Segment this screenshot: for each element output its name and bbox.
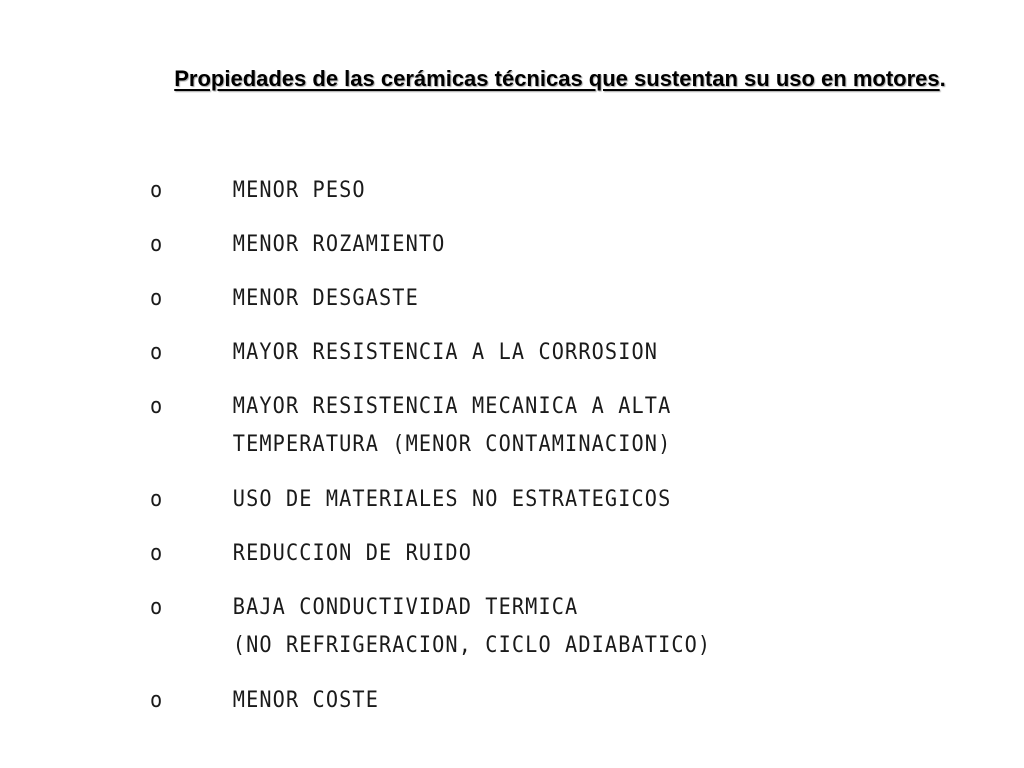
list-item-line: (NO REFRIGERACION, CICLO ADIABATICO) bbox=[232, 633, 712, 658]
list-item-line: MENOR DESGASTE bbox=[232, 286, 419, 311]
list-item-line: MENOR PESO bbox=[232, 178, 366, 203]
list-item-text bbox=[233, 226, 446, 264]
bullet-marker: o bbox=[150, 688, 164, 713]
list-item-text bbox=[233, 280, 419, 318]
list-item-text bbox=[233, 172, 366, 210]
list-item-text bbox=[233, 481, 672, 519]
list-item-text bbox=[233, 589, 711, 665]
list-item-line: MAYOR RESISTENCIA MECANICA A ALTA bbox=[232, 394, 672, 419]
list-item-line: MENOR ROZAMIENTO bbox=[232, 232, 446, 257]
list-item-text bbox=[233, 682, 379, 720]
list-item-text bbox=[233, 388, 672, 464]
bullet-marker: o bbox=[150, 595, 164, 620]
bullet-marker: o bbox=[150, 487, 164, 512]
list-item-line: USO DE MATERIALES NO ESTRATEGICOS bbox=[232, 487, 672, 512]
list-item-line: BAJA CONDUCTIVIDAD TERMICA bbox=[232, 595, 579, 620]
list-item-text bbox=[233, 535, 472, 573]
bullet-marker: o bbox=[150, 541, 164, 566]
bullet-marker: o bbox=[150, 232, 164, 257]
list-item-line: MENOR COSTE bbox=[232, 688, 379, 713]
bullet-marker: o bbox=[150, 340, 164, 365]
list-item-text bbox=[233, 334, 658, 372]
bullet-marker: o bbox=[150, 178, 164, 203]
list-item-line: TEMPERATURA (MENOR CONTAMINACION) bbox=[232, 432, 672, 457]
slide-title-period: . bbox=[939, 66, 946, 91]
bullet-marker: o bbox=[150, 286, 164, 311]
slide-title-text: Propiedades de las cerámicas técnicas que sustentan su uso en motores bbox=[174, 66, 940, 91]
list-item-line: MAYOR RESISTENCIA A LA CORROSION bbox=[232, 340, 659, 365]
list-item-line: REDUCCION DE RUIDO bbox=[232, 541, 473, 566]
bullet-marker: o bbox=[150, 394, 164, 419]
